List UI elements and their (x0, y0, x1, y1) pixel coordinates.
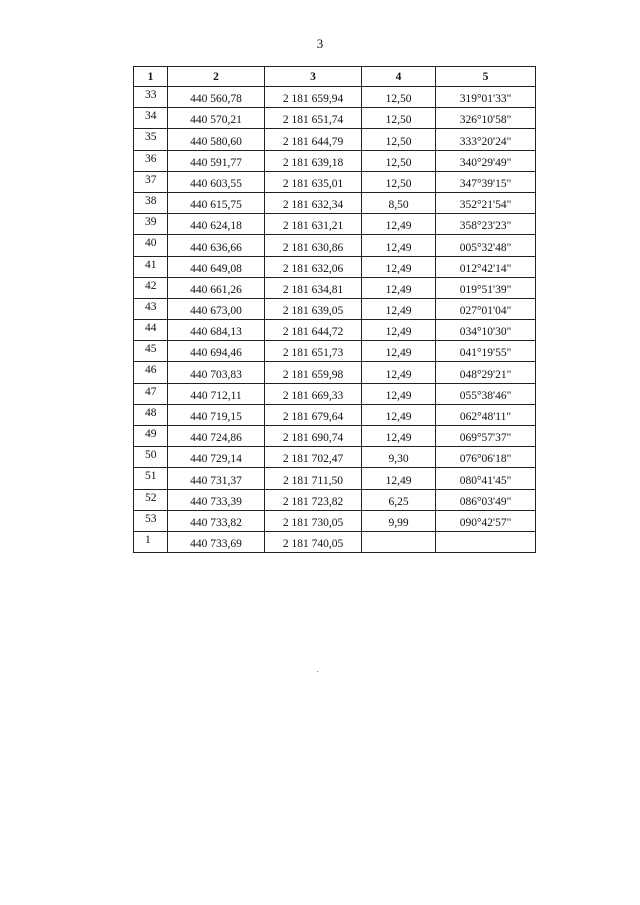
direction-angle-cell: 034°10'30" (436, 320, 536, 341)
length-cell: 9,30 (362, 447, 436, 468)
table-row (134, 383, 536, 404)
header-cell-y: 3 (265, 67, 362, 87)
point-number-cell: 40 (134, 235, 168, 256)
direction-angle-cell: 340°29'49" (436, 150, 536, 171)
x-coordinate-cell: 440 580,60 (168, 129, 265, 150)
direction-angle-cell: 055°38'46" (436, 383, 536, 404)
point-number-cell: 47 (134, 383, 168, 404)
x-coordinate-cell: 440 649,08 (168, 256, 265, 277)
length-cell: 12,49 (362, 277, 436, 298)
y-coordinate-cell: 2 181 651,73 (265, 341, 362, 362)
x-coordinate-cell: 440 684,13 (168, 320, 265, 341)
x-coordinate-cell: 440 615,75 (168, 192, 265, 213)
x-coordinate-cell: 440 636,66 (168, 235, 265, 256)
length-cell: 8,50 (362, 192, 436, 213)
point-number-cell: 36 (134, 150, 168, 171)
length-cell (362, 531, 436, 552)
direction-angle-cell: 080°41'45" (436, 468, 536, 489)
table-row (134, 214, 536, 235)
x-coordinate-cell: 440 719,15 (168, 404, 265, 425)
point-number-cell: 43 (134, 298, 168, 319)
y-coordinate-cell: 2 181 690,74 (265, 426, 362, 447)
table-row (134, 129, 536, 150)
x-coordinate-cell: 440 591,77 (168, 150, 265, 171)
length-cell: 12,50 (362, 87, 436, 108)
y-coordinate-cell: 2 181 631,21 (265, 214, 362, 235)
table-row (134, 171, 536, 192)
header-row (134, 67, 536, 87)
table-row (134, 150, 536, 171)
direction-angle-cell: 352°21'54" (436, 192, 536, 213)
direction-angle-cell: 005°32'48" (436, 235, 536, 256)
table-row (134, 489, 536, 510)
direction-angle-cell: 358°23'23" (436, 214, 536, 235)
table-row (134, 510, 536, 531)
x-coordinate-cell: 440 570,21 (168, 108, 265, 129)
x-coordinate-cell: 440 694,46 (168, 341, 265, 362)
header-cell-angle: 5 (436, 67, 536, 87)
length-cell: 12,49 (362, 404, 436, 425)
y-coordinate-cell: 2 181 740,05 (265, 531, 362, 552)
length-cell: 12,50 (362, 129, 436, 150)
table-row (134, 447, 536, 468)
point-number-cell: 33 (134, 87, 168, 108)
direction-angle-cell: 041°19'55" (436, 341, 536, 362)
point-number-cell: 46 (134, 362, 168, 383)
table-row (134, 298, 536, 319)
point-number-cell: 48 (134, 404, 168, 425)
point-number-cell: 50 (134, 447, 168, 468)
table-row (134, 108, 536, 129)
y-coordinate-cell: 2 181 659,98 (265, 362, 362, 383)
table-row (134, 87, 536, 108)
table-row (134, 531, 536, 552)
table-row (134, 404, 536, 425)
table-row (134, 426, 536, 447)
y-coordinate-cell: 2 181 644,72 (265, 320, 362, 341)
point-number-cell: 38 (134, 192, 168, 213)
direction-angle-cell: 019°51'39" (436, 277, 536, 298)
length-cell: 12,50 (362, 108, 436, 129)
table-row (134, 341, 536, 362)
coordinates-table (133, 66, 536, 553)
y-coordinate-cell: 2 181 711,50 (265, 468, 362, 489)
header-cell-x: 2 (168, 67, 265, 87)
x-coordinate-cell: 440 661,26 (168, 277, 265, 298)
table-row (134, 256, 536, 277)
y-coordinate-cell: 2 181 639,18 (265, 150, 362, 171)
point-number-cell: 45 (134, 341, 168, 362)
direction-angle-cell: 086°03'49" (436, 489, 536, 510)
point-number-cell: 35 (134, 129, 168, 150)
direction-angle-cell: 319°01'33" (436, 87, 536, 108)
table-header (134, 67, 536, 87)
x-coordinate-cell: 440 712,11 (168, 383, 265, 404)
length-cell: 12,49 (362, 298, 436, 319)
direction-angle-cell: 062°48'11" (436, 404, 536, 425)
point-number-cell: 53 (134, 510, 168, 531)
table-body (134, 87, 536, 553)
length-cell: 12,49 (362, 362, 436, 383)
direction-angle-cell: 027°01'04" (436, 298, 536, 319)
point-number-cell: 1 (134, 531, 168, 552)
y-coordinate-cell: 2 181 702,47 (265, 447, 362, 468)
y-coordinate-cell: 2 181 659,94 (265, 87, 362, 108)
length-cell: 12,50 (362, 171, 436, 192)
table-row (134, 277, 536, 298)
length-cell: 12,49 (362, 426, 436, 447)
point-number-cell: 34 (134, 108, 168, 129)
direction-angle-cell: 012°42'14" (436, 256, 536, 277)
length-cell: 12,49 (362, 383, 436, 404)
y-coordinate-cell: 2 181 630,86 (265, 235, 362, 256)
y-coordinate-cell: 2 181 639,05 (265, 298, 362, 319)
length-cell: 12,50 (362, 150, 436, 171)
x-coordinate-cell: 440 733,82 (168, 510, 265, 531)
point-number-cell: 52 (134, 489, 168, 510)
length-cell: 12,49 (362, 235, 436, 256)
page-number: 3 (316, 36, 324, 51)
x-coordinate-cell: 440 673,00 (168, 298, 265, 319)
direction-angle-cell (436, 531, 536, 552)
direction-angle-cell: 347°39'15" (436, 171, 536, 192)
y-coordinate-cell: 2 181 632,34 (265, 192, 362, 213)
y-coordinate-cell: 2 181 632,06 (265, 256, 362, 277)
x-coordinate-cell: 440 624,18 (168, 214, 265, 235)
point-number-cell: 44 (134, 320, 168, 341)
direction-angle-cell: 076°06'18" (436, 447, 536, 468)
length-cell: 12,49 (362, 256, 436, 277)
table-row (134, 362, 536, 383)
y-coordinate-cell: 2 181 634,81 (265, 277, 362, 298)
direction-angle-cell: 069°57'37" (436, 426, 536, 447)
point-number-cell: 37 (134, 171, 168, 192)
x-coordinate-cell: 440 733,69 (168, 531, 265, 552)
point-number-cell: 41 (134, 256, 168, 277)
y-coordinate-cell: 2 181 669,33 (265, 383, 362, 404)
length-cell: 9,99 (362, 510, 436, 531)
point-number-cell: 42 (134, 277, 168, 298)
y-coordinate-cell: 2 181 644,79 (265, 129, 362, 150)
y-coordinate-cell: 2 181 723,82 (265, 489, 362, 510)
direction-angle-cell: 090°42'57" (436, 510, 536, 531)
direction-angle-cell: 326°10'58" (436, 108, 536, 129)
table-row (134, 235, 536, 256)
length-cell: 12,49 (362, 320, 436, 341)
x-coordinate-cell: 440 560,78 (168, 87, 265, 108)
x-coordinate-cell: 440 731,37 (168, 468, 265, 489)
x-coordinate-cell: 440 724,86 (168, 426, 265, 447)
x-coordinate-cell: 440 733,39 (168, 489, 265, 510)
direction-angle-cell: 048°29'21" (436, 362, 536, 383)
length-cell: 12,49 (362, 341, 436, 362)
table-row (134, 192, 536, 213)
x-coordinate-cell: 440 703,83 (168, 362, 265, 383)
y-coordinate-cell: 2 181 635,01 (265, 171, 362, 192)
y-coordinate-cell: 2 181 730,05 (265, 510, 362, 531)
speck (317, 671, 318, 672)
point-number-cell: 39 (134, 214, 168, 235)
length-cell: 12,49 (362, 468, 436, 489)
table-row (134, 468, 536, 489)
point-number-cell: 51 (134, 468, 168, 489)
y-coordinate-cell: 2 181 679,64 (265, 404, 362, 425)
table-row (134, 320, 536, 341)
x-coordinate-cell: 440 729,14 (168, 447, 265, 468)
direction-angle-cell: 333°20'24" (436, 129, 536, 150)
point-number-cell: 49 (134, 426, 168, 447)
y-coordinate-cell: 2 181 651,74 (265, 108, 362, 129)
x-coordinate-cell: 440 603,55 (168, 171, 265, 192)
length-cell: 6,25 (362, 489, 436, 510)
header-cell-length: 4 (362, 67, 436, 87)
length-cell: 12,49 (362, 214, 436, 235)
header-cell-point: 1 (134, 67, 168, 87)
